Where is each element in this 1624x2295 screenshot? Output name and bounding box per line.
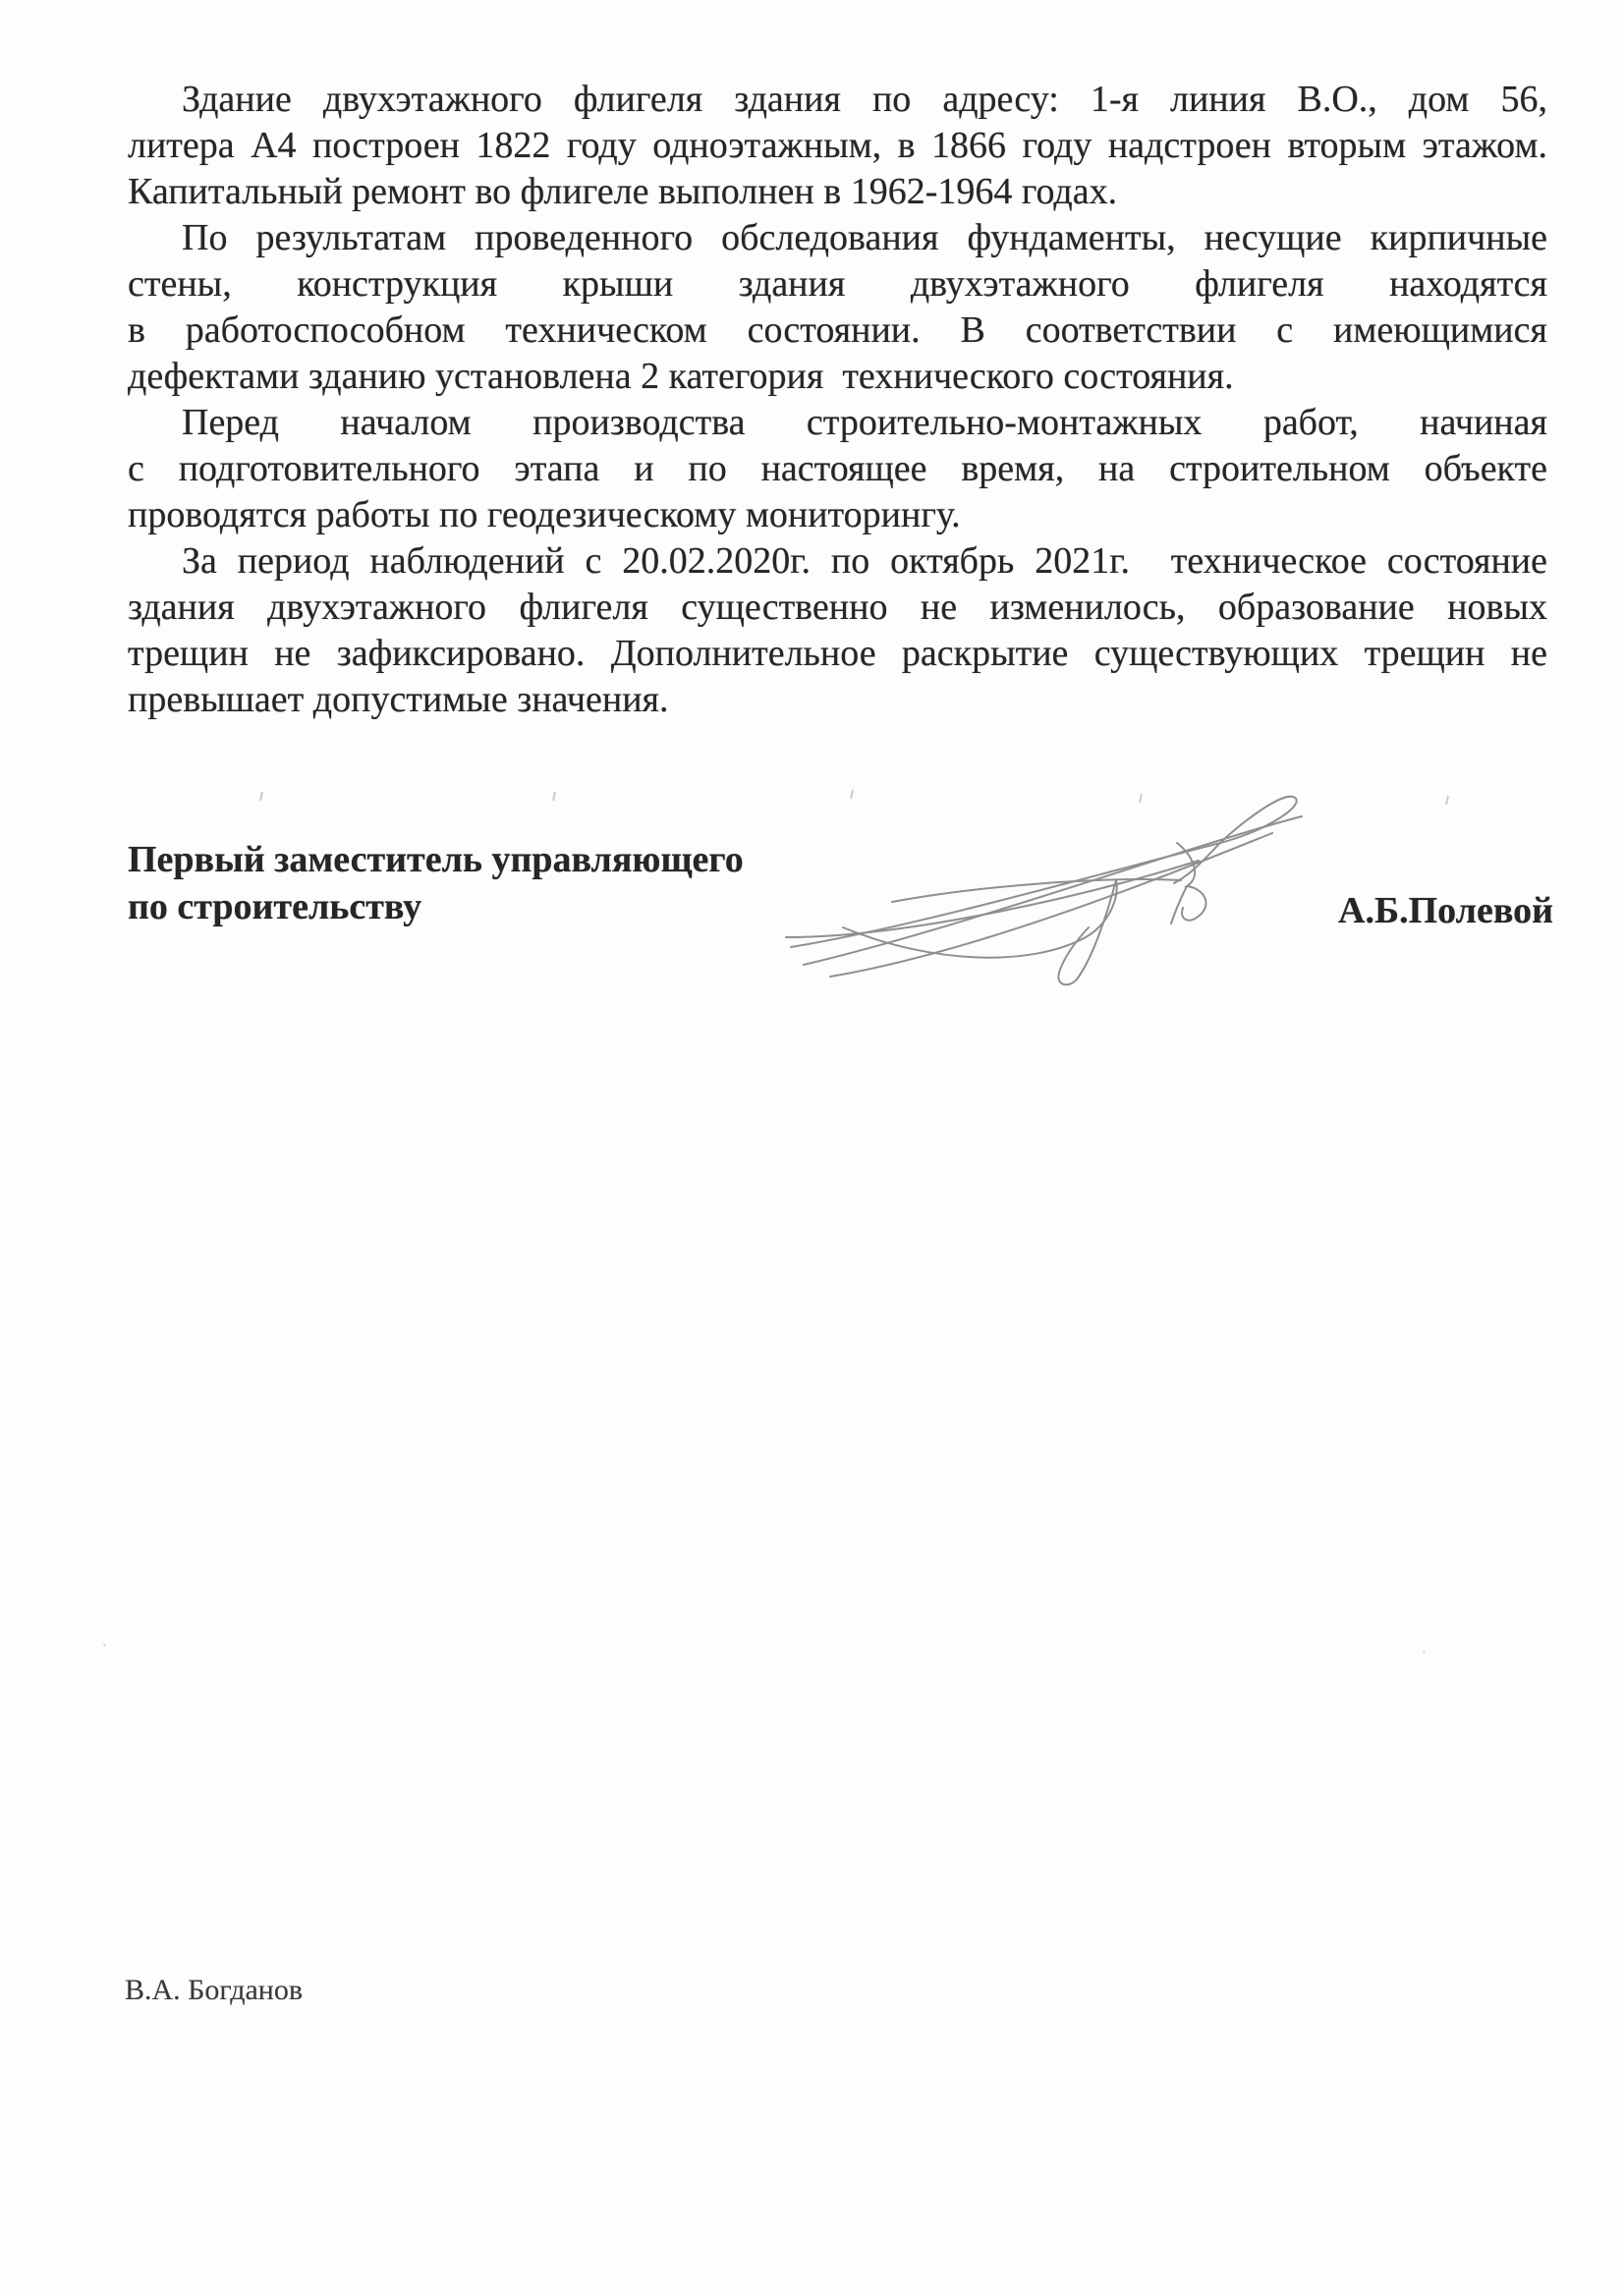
paragraph [128,77,1547,215]
document-body [128,77,1547,723]
text-line: стены, конструкция крыши здания двухэтажного флигеля находятся [128,263,1547,305]
scan-speck [1445,796,1449,805]
text-line: Здание двухэтажного флигеля здания по адресу: 1-я линия В.О., дом 56, [182,79,1547,120]
text-line: По результатам проведенного обследования фундаменты, несущие кирпичные [182,217,1547,258]
text-line: За период наблюдений с 20.02.2020г. по октябрь 2021г. техническое состояние [182,540,1547,582]
scan-speck [1423,1651,1426,1653]
signer-name: А.Б.Полевой [1338,890,1553,931]
signer-title [128,836,744,930]
scan-speck [103,1644,106,1647]
text-line: проводятся работы по геодезическому мониторингу. [128,494,961,535]
scan-speck [552,792,556,801]
text-line: дефектами зданию установлена 2 категория технического состояния. [128,356,1234,397]
signer-title-line1: Первый заместитель управляющего [128,839,744,880]
text-line: здания двухэтажного флигеля существенно не изменилось, образование новых [128,587,1547,628]
text-line: в работоспособном техническом состоянии. В соответствии с имеющимися [128,309,1547,351]
text-line: Перед началом производства строительно-монтажных работ, начиная [182,402,1547,443]
text-line: литера А4 построен 1822 году одноэтажным, в 1866 году надстроен вторым этажом. [128,125,1547,166]
scan-speck [259,792,263,801]
footer-name: В.А. Богданов [125,1974,304,2006]
text-line: трещин не зафиксировано. Дополнительное раскрытие существующих трещин не [128,633,1547,674]
text-line: Капитальный ремонт во флигеле выполнен в 1962-1964 годах. [128,171,1118,212]
handwritten-signature [776,782,1316,993]
text-line: превышает допустимые значения. [128,679,669,720]
paragraph [128,538,1547,723]
signer-title-line2: по строительству [128,886,422,927]
text-line: с подготовительного этапа и по настоящее время, на строительном объекте [128,448,1547,489]
paragraph [128,400,1547,538]
paragraph [128,215,1547,400]
